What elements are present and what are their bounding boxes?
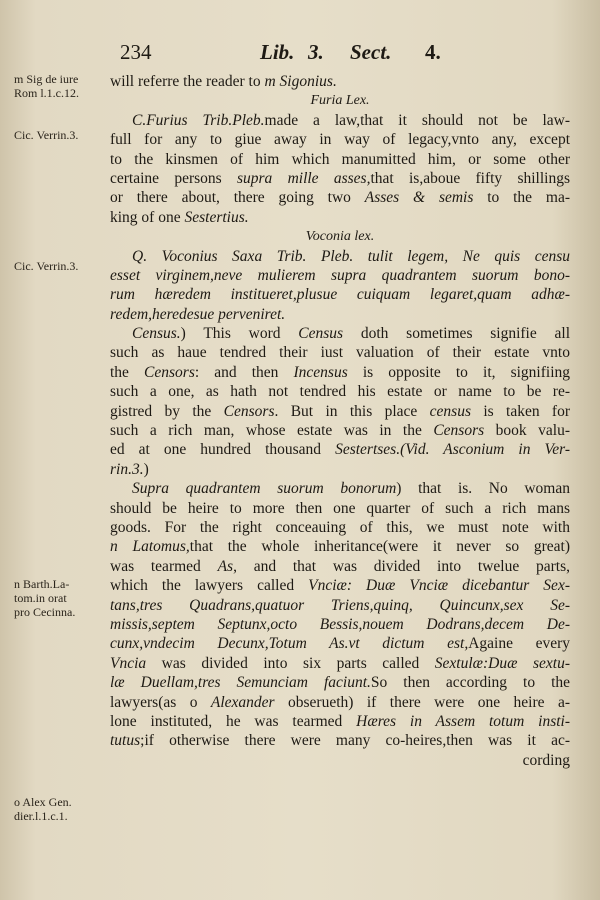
text-segment: ) [143, 460, 149, 478]
header-sect: Sect. [350, 40, 392, 64]
italic-segment: Vnciæ: Duæ Vnciæ dicebantur Sex- [308, 577, 570, 595]
body-text [110, 72, 570, 770]
text-line [110, 285, 570, 304]
text-segment: Againe every [468, 635, 570, 653]
italic-segment: cunx,vndecim Decunx,Totum As.vt dictum est, [110, 635, 469, 653]
text-segment: or there about, there going two [110, 189, 365, 207]
text-segment: ) that is. No woman [396, 480, 570, 498]
text-segment: ed at one hundred thousand [110, 441, 336, 459]
text-line [110, 654, 570, 673]
italic-segment: census [429, 402, 471, 420]
text-line [110, 363, 570, 382]
margin-line: Cic. Verrin.3. [14, 128, 79, 142]
italic-segment: Sextulæ:Duæ sextu- [434, 654, 570, 672]
italic-segment: tans,tres Quadrans,quatuor Triens,quinq, Quincunx,sex Se- [110, 596, 570, 614]
text-segment: ) This word [180, 325, 299, 343]
text-segment: goods. For the right conceauing of this, we must note with [110, 518, 570, 536]
text-line [110, 518, 570, 537]
margin-line: o Alex Gen. [14, 795, 72, 809]
text-segment: the [110, 363, 145, 381]
italic-segment: As [217, 557, 234, 575]
italic-segment: supra mille asses, [236, 169, 371, 187]
italic-segment: rum hæredem institueret,plusue cuiquam legaret,quam adhæ- [110, 286, 570, 304]
italic-segment: Alexander [210, 693, 275, 711]
italic-segment: Hæres in Assem totum insti- [356, 712, 571, 730]
text-line [110, 615, 570, 634]
text-segment: cording [522, 751, 570, 769]
italic-segment: Sestertius. [184, 208, 249, 226]
italic-segment: Asses & semis [364, 189, 474, 207]
text-line [110, 557, 570, 576]
italic-segment: Censors [144, 363, 195, 381]
text-line [110, 693, 570, 712]
text-line [110, 130, 570, 149]
text-line [110, 188, 570, 207]
margin-note [14, 72, 118, 100]
text-segment: So then according to the [370, 674, 570, 692]
text-segment: , and that was divided into twelue parts, [233, 557, 570, 575]
text-segment: Furia Lex. [310, 93, 370, 109]
text-segment: is opposite to it, signifiing [347, 363, 571, 381]
text-line [110, 751, 570, 770]
text-segment: ;if otherwise there were many co-heires,then was it ac- [140, 732, 570, 750]
text-line [110, 731, 570, 750]
italic-segment: Census. [132, 325, 181, 343]
text-line [110, 305, 570, 324]
margin-note [14, 128, 118, 142]
italic-segment: rin.3. [110, 460, 144, 478]
italic-segment: tutus [110, 732, 141, 750]
italic-segment: redem,heredesue perveniret. [110, 305, 286, 323]
header-sect-number: 4. [425, 40, 441, 64]
text-segment: should be heire to more then one quarter of such a rich mans [110, 499, 570, 517]
text-line [110, 382, 570, 401]
text-line [110, 712, 570, 731]
header-roman: 3. [308, 40, 324, 64]
text-line [110, 499, 570, 518]
italic-segment: læ Duellam,tres Semunciam faciunt. [110, 674, 371, 692]
text-segment: doth sometimes signifie all [343, 325, 570, 343]
text-line [110, 169, 570, 188]
margin-line: m Sig de iure [14, 72, 79, 86]
text-line [110, 634, 570, 653]
text-segment: to the ma- [473, 189, 570, 207]
text-segment: which the lawyers called [110, 577, 309, 595]
text-line [110, 208, 570, 227]
text-line [110, 111, 570, 130]
italic-segment: Census [298, 325, 344, 343]
italic-segment: m Sigonius. [264, 73, 337, 90]
text-segment: such as haue tendred their iust valuation of their estate vnto [110, 344, 570, 362]
text-segment: : and then [194, 363, 294, 381]
text-line [110, 440, 570, 459]
margin-line: tom.in orat [14, 591, 67, 605]
text-segment: Voconia lex. [305, 229, 375, 245]
text-segment: made a law,that it should not be law- [264, 111, 570, 129]
italic-segment: missis,septem Septunx,octo Bessis,nouem Dodrans,decem De- [110, 615, 570, 633]
italic-segment: Vncia [110, 654, 147, 672]
margin-line: dier.l.1.c.1. [14, 809, 68, 823]
italic-segment: Censors [433, 422, 485, 440]
text-segment: . But in this place [274, 402, 430, 420]
text-line [110, 402, 570, 421]
italic-segment: n Latomus, [110, 538, 190, 556]
italic-segment: Censors [223, 402, 275, 420]
text-line [110, 576, 570, 595]
text-line [110, 596, 570, 615]
text-segment: such a one, as hath not tendred his estate or name to be re- [110, 383, 570, 401]
text-segment: obserueth) if there were one heire a- [274, 693, 570, 711]
text-line [110, 266, 570, 285]
text-line [110, 91, 570, 110]
text-segment: was divided into six parts called [146, 654, 435, 672]
text-segment: king of one [110, 208, 185, 226]
text-segment: will referre the reader to [110, 73, 265, 90]
margin-line: Cic. Verrin.3. [14, 259, 79, 273]
text-line [110, 227, 570, 246]
italic-segment: Supra quadrantem suorum bonorum [132, 480, 397, 498]
text-line [110, 460, 570, 479]
italic-segment: esset virginem,neve mulierem supra quadrantem suorum bono- [110, 266, 570, 284]
running-header [120, 40, 560, 68]
text-segment: lawyers(as o [110, 693, 211, 711]
margin-line: Rom l.1.c.12. [14, 86, 79, 100]
margin-line: n Barth.La- [14, 577, 70, 591]
margin-note [14, 259, 118, 273]
margin-note [14, 795, 118, 823]
text-segment: book valu- [484, 422, 570, 440]
text-segment: such a rich man, whose estate was in the [110, 422, 434, 440]
italic-segment: Q. Voconius Saxa Trib. Pleb. tulit legem, Ne quis censu [132, 247, 570, 265]
header-lib: Lib. [260, 40, 295, 64]
text-line [110, 150, 570, 169]
text-segment: full for any to giue away in way of legacy,vnto any, except [110, 131, 570, 149]
text-line [110, 421, 570, 440]
text-line [110, 479, 570, 498]
text-segment: to the kinsmen of him which manumitted him, or some other [110, 150, 570, 168]
text-line [110, 673, 570, 692]
text-line [110, 537, 570, 556]
text-line [110, 343, 570, 362]
text-segment: that is,aboue fifty shillings [370, 169, 570, 187]
italic-segment: Sestertses.(Vid. Asconium in Ver- [335, 441, 570, 459]
text-segment: lone instituted, he was tearmed [110, 712, 357, 730]
text-segment: is taken for [470, 402, 571, 420]
italic-segment: C.Furius Trib.Pleb. [132, 111, 265, 129]
margin-note [14, 577, 118, 619]
text-line [110, 247, 570, 266]
text-segment: gistred by the [110, 402, 224, 420]
text-segment: that the whole inheritance(were it never so great) [189, 538, 571, 556]
italic-segment: Incensus [293, 363, 348, 381]
text-line [110, 72, 570, 91]
text-segment: was tearmed [110, 557, 218, 575]
text-line [110, 324, 570, 343]
margin-line: pro Cecinna. [14, 605, 76, 619]
page-number: 234 [120, 40, 152, 64]
text-segment: certaine persons [110, 169, 237, 187]
